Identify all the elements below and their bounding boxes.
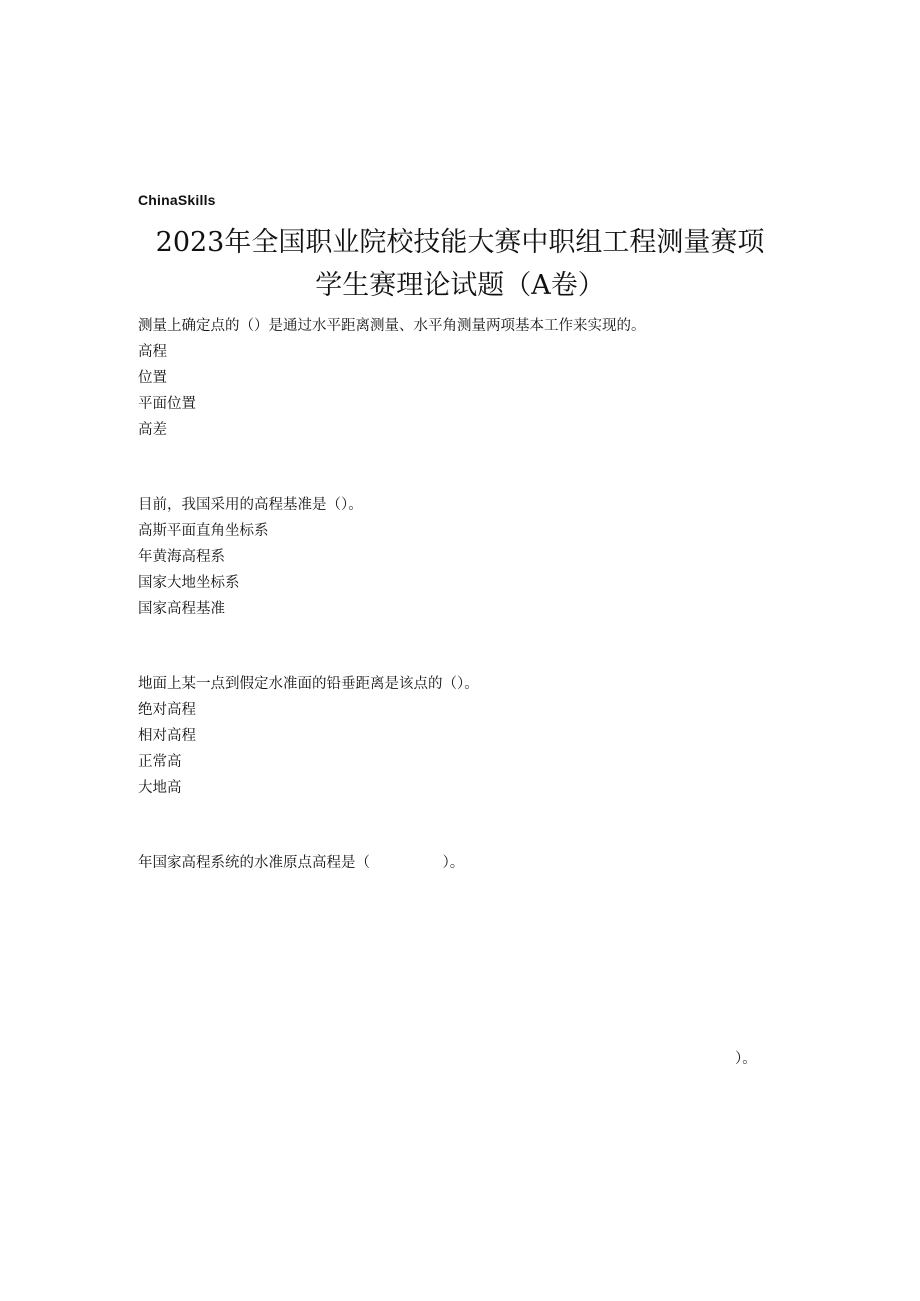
page-subtitle: 学生赛理论试题（A卷） xyxy=(315,270,605,301)
answer-option: 相对高程 xyxy=(138,728,196,744)
answer-option: 年黄海高程系 xyxy=(138,549,225,565)
question-3 xyxy=(138,671,479,801)
page-title: 2023年全国职业院校技能大赛中职组工程测量赛项 xyxy=(155,227,765,258)
answer-option: 平面位置 xyxy=(138,396,196,412)
question-4 xyxy=(138,850,464,876)
answer-option: 大地高 xyxy=(138,780,182,796)
question-1 xyxy=(138,313,646,443)
question-2 xyxy=(138,492,363,622)
answer-option: 国家大地坐标系 xyxy=(138,575,240,591)
answer-option: 绝对高程 xyxy=(138,702,196,718)
stray-text-fragment: ）。 xyxy=(735,1051,757,1067)
question-stem: 地面上某一点到假定水准面的铅垂距离是该点的（）。 xyxy=(138,676,479,692)
question-stem: 目前，我国采用的高程基准是（）。 xyxy=(138,497,363,513)
answer-option: 高差 xyxy=(138,422,167,438)
answer-option: 正常高 xyxy=(138,754,182,770)
question-stem: 年国家高程系统的水准原点高程是（ ）。 xyxy=(138,855,465,871)
answer-option: 高斯平面直角坐标系 xyxy=(138,523,269,539)
answer-option: 高程 xyxy=(138,344,167,360)
answer-option: 位置 xyxy=(138,370,167,386)
question-stem: 测量上确定点的（）是通过水平距离测量、水平角测量两项基本工作来实现的。 xyxy=(138,318,646,334)
answer-option: 国家高程基准 xyxy=(138,601,225,617)
brand-logo-text: ChinaSkills xyxy=(138,192,216,208)
